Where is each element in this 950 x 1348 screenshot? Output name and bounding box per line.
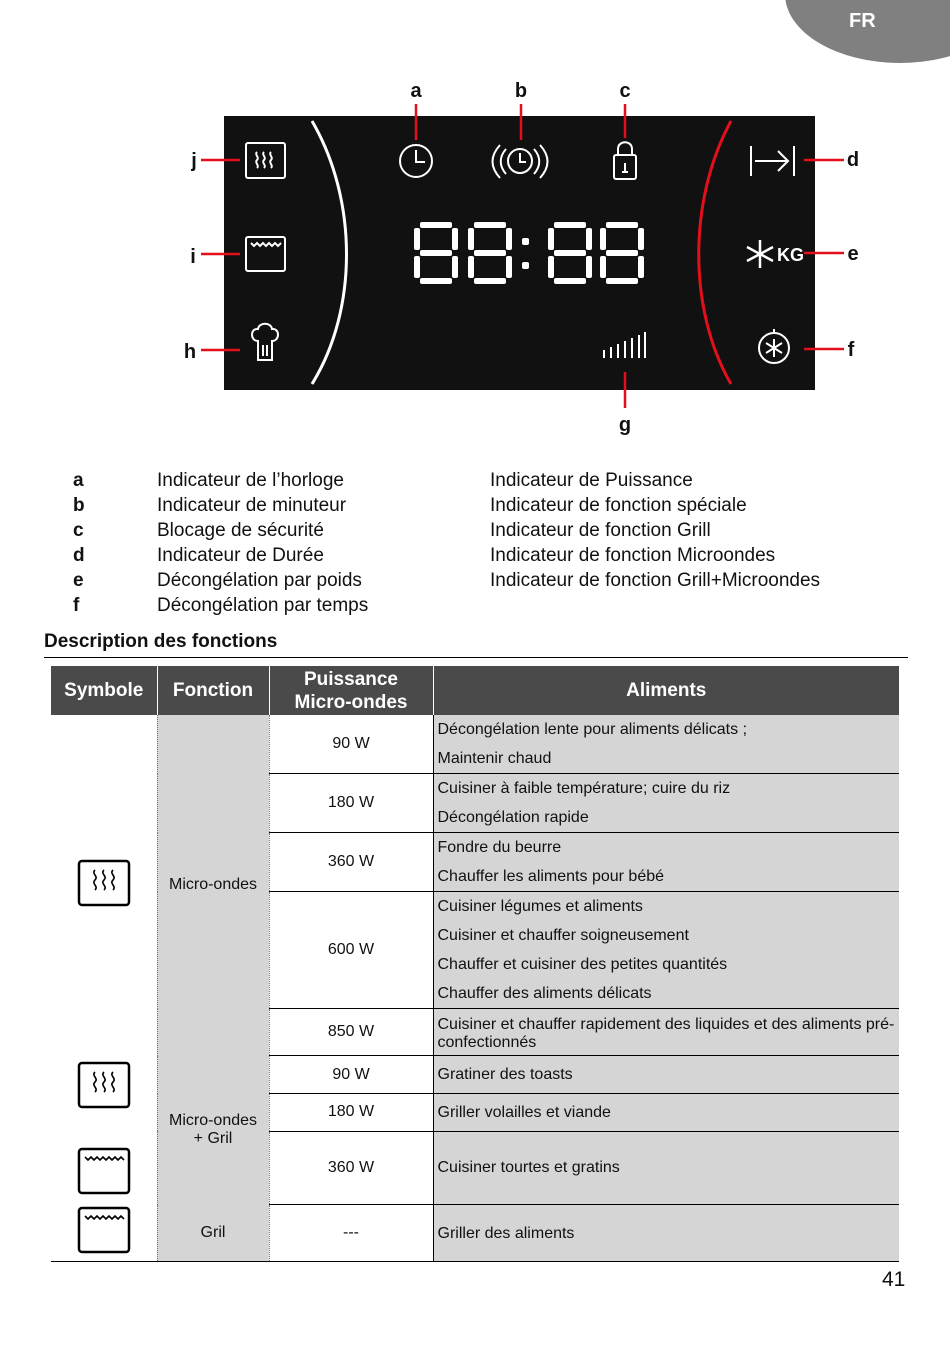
display-segment — [522, 238, 529, 245]
table-row — [51, 1205, 899, 1262]
food-item: Cuisiner et chauffer soigneusement — [437, 927, 689, 944]
food-cell — [433, 833, 899, 892]
legend-text: Indicateur de fonction Grill+Microondes — [490, 570, 821, 591]
food-item: Griller volailles et viande — [437, 1103, 611, 1121]
header-food: Aliments — [433, 666, 899, 715]
function-cell: Micro-ondes — [157, 715, 269, 1056]
display-segment — [554, 222, 586, 228]
display-segment — [606, 222, 638, 228]
display-segment — [638, 256, 644, 278]
display-segment — [638, 228, 644, 250]
food-cell — [433, 892, 899, 1009]
table-header-row — [51, 666, 899, 715]
control-panel-diagram — [0, 0, 950, 450]
food-item: Chauffer et cuisiner des petites quantités — [437, 956, 728, 973]
kg-label: KG — [777, 245, 804, 265]
food-item: Chauffer des aliments délicats — [437, 985, 652, 1002]
page-number: 41 — [882, 1268, 906, 1291]
language-badge-label: FR — [849, 10, 876, 32]
display-segment — [548, 228, 554, 250]
callout-c: c — [619, 80, 631, 102]
callout-f: f — [847, 339, 855, 361]
food-item: Cuisiner tourtes et gratins — [437, 1159, 620, 1177]
section-divider — [44, 657, 908, 658]
display-segment — [600, 256, 606, 278]
legend-text: Indicateur de Puissance — [490, 470, 693, 491]
food-item: Cuisiner légumes et aliments — [437, 898, 643, 915]
functions-table — [51, 666, 899, 1262]
display-segment — [606, 250, 638, 256]
callout-h: h — [183, 341, 197, 363]
display-segment — [548, 256, 554, 278]
function-cell — [157, 1056, 269, 1205]
food-item: Griller des aliments — [437, 1224, 575, 1242]
display-segment — [420, 278, 452, 284]
legend-text: Décongélation par temps — [157, 595, 369, 616]
legend-text: Indicateur de l’horloge — [157, 470, 344, 491]
table-row — [51, 715, 899, 774]
display-segment — [474, 278, 506, 284]
legend-text: Blocage de sécurité — [157, 520, 324, 541]
microwave-icon — [79, 1063, 129, 1107]
display-segment — [554, 250, 586, 256]
callout-d: d — [846, 149, 860, 171]
legend-text: Indicateur de Durée — [157, 545, 324, 566]
legend-letter: a — [73, 470, 84, 491]
grill-icon — [76, 1205, 132, 1255]
legend-letter: d — [73, 545, 85, 566]
display-segment — [586, 228, 592, 250]
power-cell: 600 W — [269, 892, 433, 1009]
symbol-cell — [51, 715, 157, 1056]
food-cell — [433, 1056, 899, 1094]
food-cell — [433, 1094, 899, 1131]
display-segment — [606, 278, 638, 284]
power-cell: 850 W — [269, 1009, 433, 1056]
display-segment — [420, 222, 452, 228]
display-segment — [506, 256, 512, 278]
food-item: Maintenir chaud — [437, 750, 552, 767]
power-cell: 180 W — [269, 774, 433, 833]
display-segment — [468, 256, 474, 278]
display-segment — [414, 256, 420, 278]
display-segment — [522, 262, 529, 269]
food-cell — [433, 715, 899, 774]
callout-g: g — [618, 414, 632, 436]
food-cell — [433, 774, 899, 833]
legend-text: Indicateur de fonction Grill — [490, 520, 711, 541]
display-segment — [554, 278, 586, 284]
legend-text: Décongélation par poids — [157, 570, 362, 591]
grill-icon — [79, 1149, 129, 1193]
header-power-line2: Micro-ondes — [294, 691, 408, 713]
food-item: Chauffer les aliments pour bébé — [437, 868, 665, 885]
display-segment — [474, 222, 506, 228]
power-cell: 180 W — [269, 1094, 433, 1131]
power-cell: 360 W — [269, 1131, 433, 1205]
legend-letter: f — [73, 595, 80, 616]
display-segment — [420, 250, 452, 256]
display-segment — [600, 228, 606, 250]
header-symbol: Symbole — [51, 666, 157, 715]
table-row — [51, 1056, 899, 1094]
function-cell: Gril — [157, 1205, 269, 1262]
display-segment — [452, 228, 458, 250]
section-title: Description des fonctions — [44, 631, 278, 652]
food-item: Gratiner des toasts — [437, 1066, 573, 1084]
food-item: Fondre du beurre — [437, 839, 562, 856]
power-cell: --- — [269, 1205, 433, 1262]
food-item: Cuisiner et chauffer rapidement des liquides et des aliments pré-confectionnés — [437, 1016, 895, 1051]
legend-text: Indicateur de minuteur — [157, 495, 347, 516]
display-segment — [474, 250, 506, 256]
microwave-icon — [76, 858, 132, 908]
power-cell: 90 W — [269, 715, 433, 774]
callout-j: j — [191, 150, 197, 172]
food-item: Cuisiner à faible température; cuire du riz — [437, 780, 731, 797]
display-segment — [414, 228, 420, 250]
legend-letter: b — [73, 495, 85, 516]
food-item: Décongélation rapide — [437, 809, 589, 826]
symbol-cell — [51, 1056, 157, 1205]
symbol-cell — [51, 1205, 157, 1262]
callout-i: i — [190, 246, 196, 268]
header-power-line1: Puissance — [304, 668, 398, 690]
header-function: Fonction — [157, 666, 269, 715]
function-line: Micro-ondes — [168, 1112, 258, 1129]
legend-text: Indicateur de fonction spéciale — [490, 495, 747, 516]
food-cell — [433, 1205, 899, 1262]
microwave-grill-icons — [76, 1060, 132, 1200]
function-line: + Gril — [193, 1130, 233, 1147]
legend-right — [490, 468, 820, 593]
display-segment — [586, 256, 592, 278]
callout-b: b — [514, 80, 528, 102]
power-cell: 90 W — [269, 1056, 433, 1094]
legend-letter: e — [73, 570, 84, 591]
legend-letter: c — [73, 520, 84, 541]
display-segment — [452, 256, 458, 278]
food-cell — [433, 1009, 899, 1056]
food-cell — [433, 1131, 899, 1205]
display-segment — [468, 228, 474, 250]
food-item: Décongélation lente pour aliments délicats ; — [437, 721, 748, 738]
callout-a: a — [410, 80, 422, 102]
power-cell: 360 W — [269, 833, 433, 892]
callout-e: e — [847, 243, 859, 265]
display-segment — [506, 228, 512, 250]
legend-text: Indicateur de fonction Microondes — [490, 545, 776, 566]
header-power — [269, 666, 433, 715]
